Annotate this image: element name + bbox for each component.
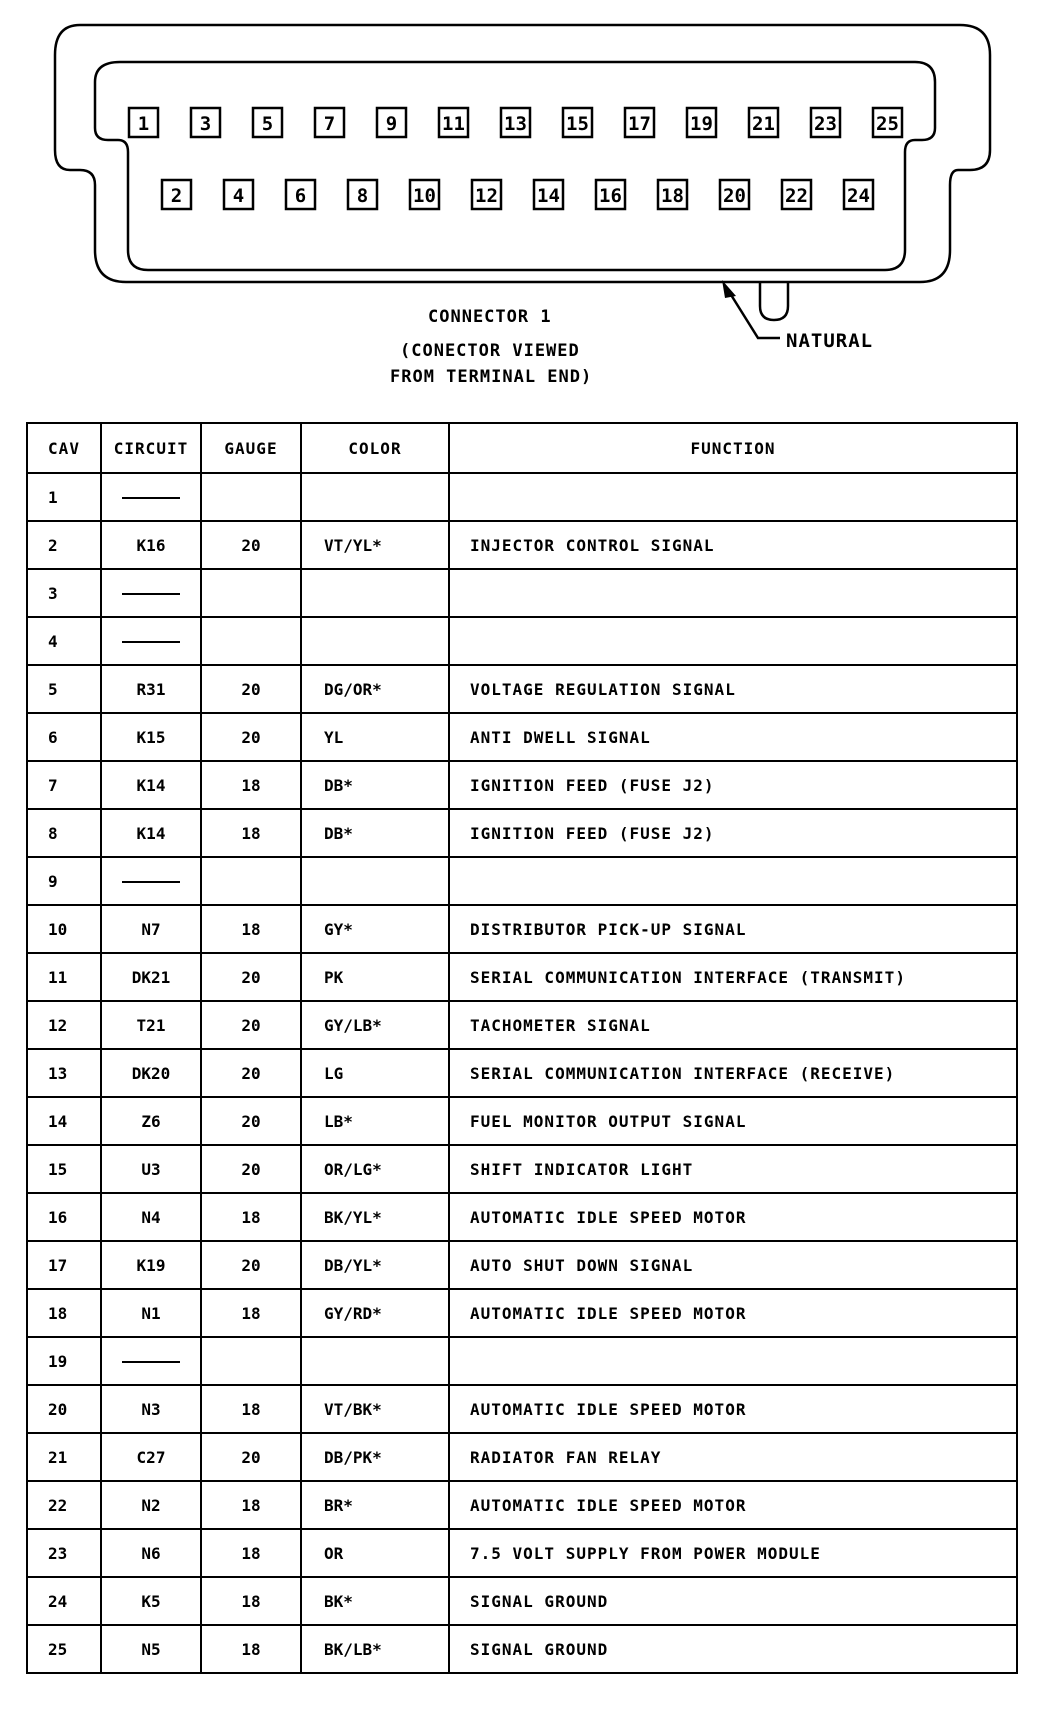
function-cell: SIGNAL GROUND (449, 1625, 1017, 1673)
bottom-pin-row (162, 180, 873, 209)
function-cell: IGNITION FEED (FUSE J2) (449, 809, 1017, 857)
table-row (27, 1337, 1017, 1385)
pin-6 (286, 180, 315, 209)
pin-label: 14 (537, 185, 560, 207)
pin-8 (348, 180, 377, 209)
function-cell: AUTOMATIC IDLE SPEED MOTOR (449, 1289, 1017, 1337)
pin-12 (472, 180, 501, 209)
table-row (27, 1577, 1017, 1625)
pin-label: 13 (504, 113, 527, 135)
header-cav: CAV (27, 423, 101, 473)
gauge-cell: 18 (201, 1193, 301, 1241)
pin-label: 17 (628, 113, 651, 135)
color-cell: GY/RD* (301, 1289, 449, 1337)
gauge-cell (201, 473, 301, 521)
gauge-cell (201, 857, 301, 905)
circuit-cell: N4 (101, 1193, 201, 1241)
cav-cell: 3 (27, 569, 101, 617)
color-cell: GY/LB* (301, 1001, 449, 1049)
color-cell: OR (301, 1529, 449, 1577)
circuit-cell: K16 (101, 521, 201, 569)
gauge-cell (201, 1337, 301, 1385)
circuit-cell: DK20 (101, 1049, 201, 1097)
pin-11 (439, 108, 468, 137)
gauge-cell: 18 (201, 809, 301, 857)
gauge-cell: 20 (201, 665, 301, 713)
table-row (27, 617, 1017, 665)
function-cell: VOLTAGE REGULATION SIGNAL (449, 665, 1017, 713)
circuit-cell: K19 (101, 1241, 201, 1289)
table-row (27, 569, 1017, 617)
color-cell: YL (301, 713, 449, 761)
cav-cell: 7 (27, 761, 101, 809)
circuit-cell (101, 617, 201, 665)
function-cell: TACHOMETER SIGNAL (449, 1001, 1017, 1049)
cav-cell: 6 (27, 713, 101, 761)
circuit-cell (101, 1337, 201, 1385)
pin-label: 15 (566, 113, 589, 135)
circuit-cell: K5 (101, 1577, 201, 1625)
gauge-cell (201, 617, 301, 665)
cav-cell: 19 (27, 1337, 101, 1385)
color-cell: DB* (301, 809, 449, 857)
circuit-cell: N2 (101, 1481, 201, 1529)
unused-cavity-dash (122, 593, 180, 595)
circuit-cell: U3 (101, 1145, 201, 1193)
pin-label: 20 (723, 185, 746, 207)
pin-label: 22 (785, 185, 808, 207)
table-row (27, 1241, 1017, 1289)
table-row (27, 1097, 1017, 1145)
gauge-cell: 18 (201, 1481, 301, 1529)
gauge-cell: 20 (201, 1145, 301, 1193)
table-row (27, 521, 1017, 569)
pin-3 (191, 108, 220, 137)
color-cell (301, 857, 449, 905)
color-cell: BK/YL* (301, 1193, 449, 1241)
function-cell: RADIATOR FAN RELAY (449, 1433, 1017, 1481)
table-row (27, 1145, 1017, 1193)
header-color: COLOR (301, 423, 449, 473)
table-row (27, 713, 1017, 761)
cav-cell: 4 (27, 617, 101, 665)
unused-cavity-dash (122, 641, 180, 643)
gauge-cell: 18 (201, 1385, 301, 1433)
pin-label: 18 (661, 185, 684, 207)
pin-2 (162, 180, 191, 209)
pin-13 (501, 108, 530, 137)
circuit-cell: Z6 (101, 1097, 201, 1145)
gauge-cell: 20 (201, 1001, 301, 1049)
function-cell (449, 1337, 1017, 1385)
circuit-cell (101, 569, 201, 617)
function-cell: SERIAL COMMUNICATION INTERFACE (RECEIVE) (449, 1049, 1017, 1097)
circuit-cell (101, 857, 201, 905)
pin-label: 19 (690, 113, 713, 135)
pin-9 (377, 108, 406, 137)
cav-cell: 22 (27, 1481, 101, 1529)
cav-cell: 23 (27, 1529, 101, 1577)
color-cell (301, 617, 449, 665)
cav-cell: 14 (27, 1097, 101, 1145)
table-row (27, 1529, 1017, 1577)
color-cell: LB* (301, 1097, 449, 1145)
function-cell (449, 617, 1017, 665)
cav-cell: 15 (27, 1145, 101, 1193)
gauge-cell (201, 569, 301, 617)
pin-label: 10 (413, 185, 436, 207)
pin-20 (720, 180, 749, 209)
cav-cell: 12 (27, 1001, 101, 1049)
function-cell: IGNITION FEED (FUSE J2) (449, 761, 1017, 809)
function-cell: SERIAL COMMUNICATION INTERFACE (TRANSMIT) (449, 953, 1017, 1001)
table-row (27, 1193, 1017, 1241)
pin-label: 7 (323, 113, 336, 135)
function-cell: SHIFT INDICATOR LIGHT (449, 1145, 1017, 1193)
unused-cavity-dash (122, 1361, 180, 1363)
function-cell: SIGNAL GROUND (449, 1577, 1017, 1625)
cav-cell: 17 (27, 1241, 101, 1289)
pin-7 (315, 108, 344, 137)
cav-cell: 18 (27, 1289, 101, 1337)
pin-label: 9 (385, 113, 398, 135)
color-cell: GY* (301, 905, 449, 953)
pin-label: 5 (261, 113, 274, 135)
gauge-cell: 18 (201, 1529, 301, 1577)
pin-label: 8 (356, 185, 369, 207)
color-cell: DB/YL* (301, 1241, 449, 1289)
cav-cell: 11 (27, 953, 101, 1001)
circuit-cell: N6 (101, 1529, 201, 1577)
pin-label: 25 (876, 113, 899, 135)
function-cell: AUTOMATIC IDLE SPEED MOTOR (449, 1385, 1017, 1433)
pin-label: 12 (475, 185, 498, 207)
circuit-cell: N1 (101, 1289, 201, 1337)
cav-cell: 25 (27, 1625, 101, 1673)
gauge-cell: 20 (201, 1049, 301, 1097)
pin-label: 24 (847, 185, 870, 207)
circuit-cell: N7 (101, 905, 201, 953)
function-cell: AUTOMATIC IDLE SPEED MOTOR (449, 1481, 1017, 1529)
cav-cell: 8 (27, 809, 101, 857)
table-row (27, 1433, 1017, 1481)
table-row (27, 761, 1017, 809)
function-cell: ANTI DWELL SIGNAL (449, 713, 1017, 761)
cav-cell: 5 (27, 665, 101, 713)
gauge-cell: 20 (201, 713, 301, 761)
color-cell: BK* (301, 1577, 449, 1625)
color-cell: OR/LG* (301, 1145, 449, 1193)
cav-cell: 13 (27, 1049, 101, 1097)
circuit-cell (101, 473, 201, 521)
connector-outline (55, 25, 990, 338)
table-row (27, 1289, 1017, 1337)
cav-cell: 21 (27, 1433, 101, 1481)
pin-4 (224, 180, 253, 209)
circuit-cell: DK21 (101, 953, 201, 1001)
header-gauge: GAUGE (201, 423, 301, 473)
circuit-cell: N5 (101, 1625, 201, 1673)
table-row (27, 809, 1017, 857)
connector-color-label: NATURAL (786, 330, 874, 352)
color-cell (301, 1337, 449, 1385)
color-cell: PK (301, 953, 449, 1001)
top-pin-row (129, 108, 902, 137)
gauge-cell: 20 (201, 521, 301, 569)
pin-label: 11 (442, 113, 465, 135)
color-cell: DB* (301, 761, 449, 809)
pin-14 (534, 180, 563, 209)
function-cell (449, 857, 1017, 905)
function-cell: DISTRIBUTOR PICK-UP SIGNAL (449, 905, 1017, 953)
table-row (27, 665, 1017, 713)
gauge-cell: 18 (201, 761, 301, 809)
pin-23 (811, 108, 840, 137)
color-cell: VT/YL* (301, 521, 449, 569)
pin-label: 2 (170, 185, 183, 207)
unused-cavity-dash (122, 497, 180, 499)
pin-15 (563, 108, 592, 137)
table-row (27, 905, 1017, 953)
pin-22 (782, 180, 811, 209)
gauge-cell: 18 (201, 1289, 301, 1337)
pin-label: 23 (814, 113, 837, 135)
gauge-cell: 20 (201, 1097, 301, 1145)
color-cell: DG/OR* (301, 665, 449, 713)
pin-label: 4 (232, 185, 245, 207)
function-cell: 7.5 VOLT SUPPLY FROM POWER MODULE (449, 1529, 1017, 1577)
pin-18 (658, 180, 687, 209)
circuit-cell: T21 (101, 1001, 201, 1049)
circuit-cell: K14 (101, 761, 201, 809)
header-circuit: CIRCUIT (101, 423, 201, 473)
circuit-cell: K15 (101, 713, 201, 761)
circuit-cell: R31 (101, 665, 201, 713)
table-row (27, 857, 1017, 905)
gauge-cell: 18 (201, 1577, 301, 1625)
gauge-cell: 18 (201, 905, 301, 953)
function-cell (449, 569, 1017, 617)
table-row (27, 1625, 1017, 1673)
pin-17 (625, 108, 654, 137)
pin-16 (596, 180, 625, 209)
pin-25 (873, 108, 902, 137)
function-cell (449, 473, 1017, 521)
pin-1 (129, 108, 158, 137)
pin-5 (253, 108, 282, 137)
unused-cavity-dash (122, 881, 180, 883)
cav-cell: 24 (27, 1577, 101, 1625)
gauge-cell: 18 (201, 1625, 301, 1673)
color-cell (301, 473, 449, 521)
gauge-cell: 20 (201, 953, 301, 1001)
pin-label: 16 (599, 185, 622, 207)
color-cell: DB/PK* (301, 1433, 449, 1481)
cav-cell: 20 (27, 1385, 101, 1433)
connector-caption-3: FROM TERMINAL END) (390, 367, 593, 387)
table-row (27, 1385, 1017, 1433)
function-cell: FUEL MONITOR OUTPUT SIGNAL (449, 1097, 1017, 1145)
cav-cell: 1 (27, 473, 101, 521)
gauge-cell: 20 (201, 1241, 301, 1289)
table-row (27, 1001, 1017, 1049)
cav-cell: 2 (27, 521, 101, 569)
color-cell (301, 569, 449, 617)
table-header-row (27, 423, 1017, 473)
pin-10 (410, 180, 439, 209)
pin-24 (844, 180, 873, 209)
function-cell: INJECTOR CONTROL SIGNAL (449, 521, 1017, 569)
cav-cell: 16 (27, 1193, 101, 1241)
function-cell: AUTOMATIC IDLE SPEED MOTOR (449, 1193, 1017, 1241)
connector-pinout-table (26, 422, 1018, 1674)
color-cell: LG (301, 1049, 449, 1097)
color-cell: BK/LB* (301, 1625, 449, 1673)
header-function: FUNCTION (449, 423, 1017, 473)
pin-19 (687, 108, 716, 137)
connector-caption-1: CONNECTOR 1 (428, 307, 552, 327)
pin-label: 3 (199, 113, 212, 135)
color-cell: BR* (301, 1481, 449, 1529)
cav-cell: 9 (27, 857, 101, 905)
table-row (27, 1049, 1017, 1097)
circuit-cell: C27 (101, 1433, 201, 1481)
table-row (27, 1481, 1017, 1529)
table-row (27, 473, 1017, 521)
function-cell: AUTO SHUT DOWN SIGNAL (449, 1241, 1017, 1289)
gauge-cell: 20 (201, 1433, 301, 1481)
connector-caption-2: (CONECTOR VIEWED (400, 341, 580, 361)
circuit-cell: N3 (101, 1385, 201, 1433)
table-row (27, 953, 1017, 1001)
cav-cell: 10 (27, 905, 101, 953)
pin-21 (749, 108, 778, 137)
pin-label: 21 (752, 113, 775, 135)
pin-label: 6 (294, 185, 307, 207)
circuit-cell: K14 (101, 809, 201, 857)
color-cell: VT/BK* (301, 1385, 449, 1433)
pin-label: 1 (137, 113, 150, 135)
